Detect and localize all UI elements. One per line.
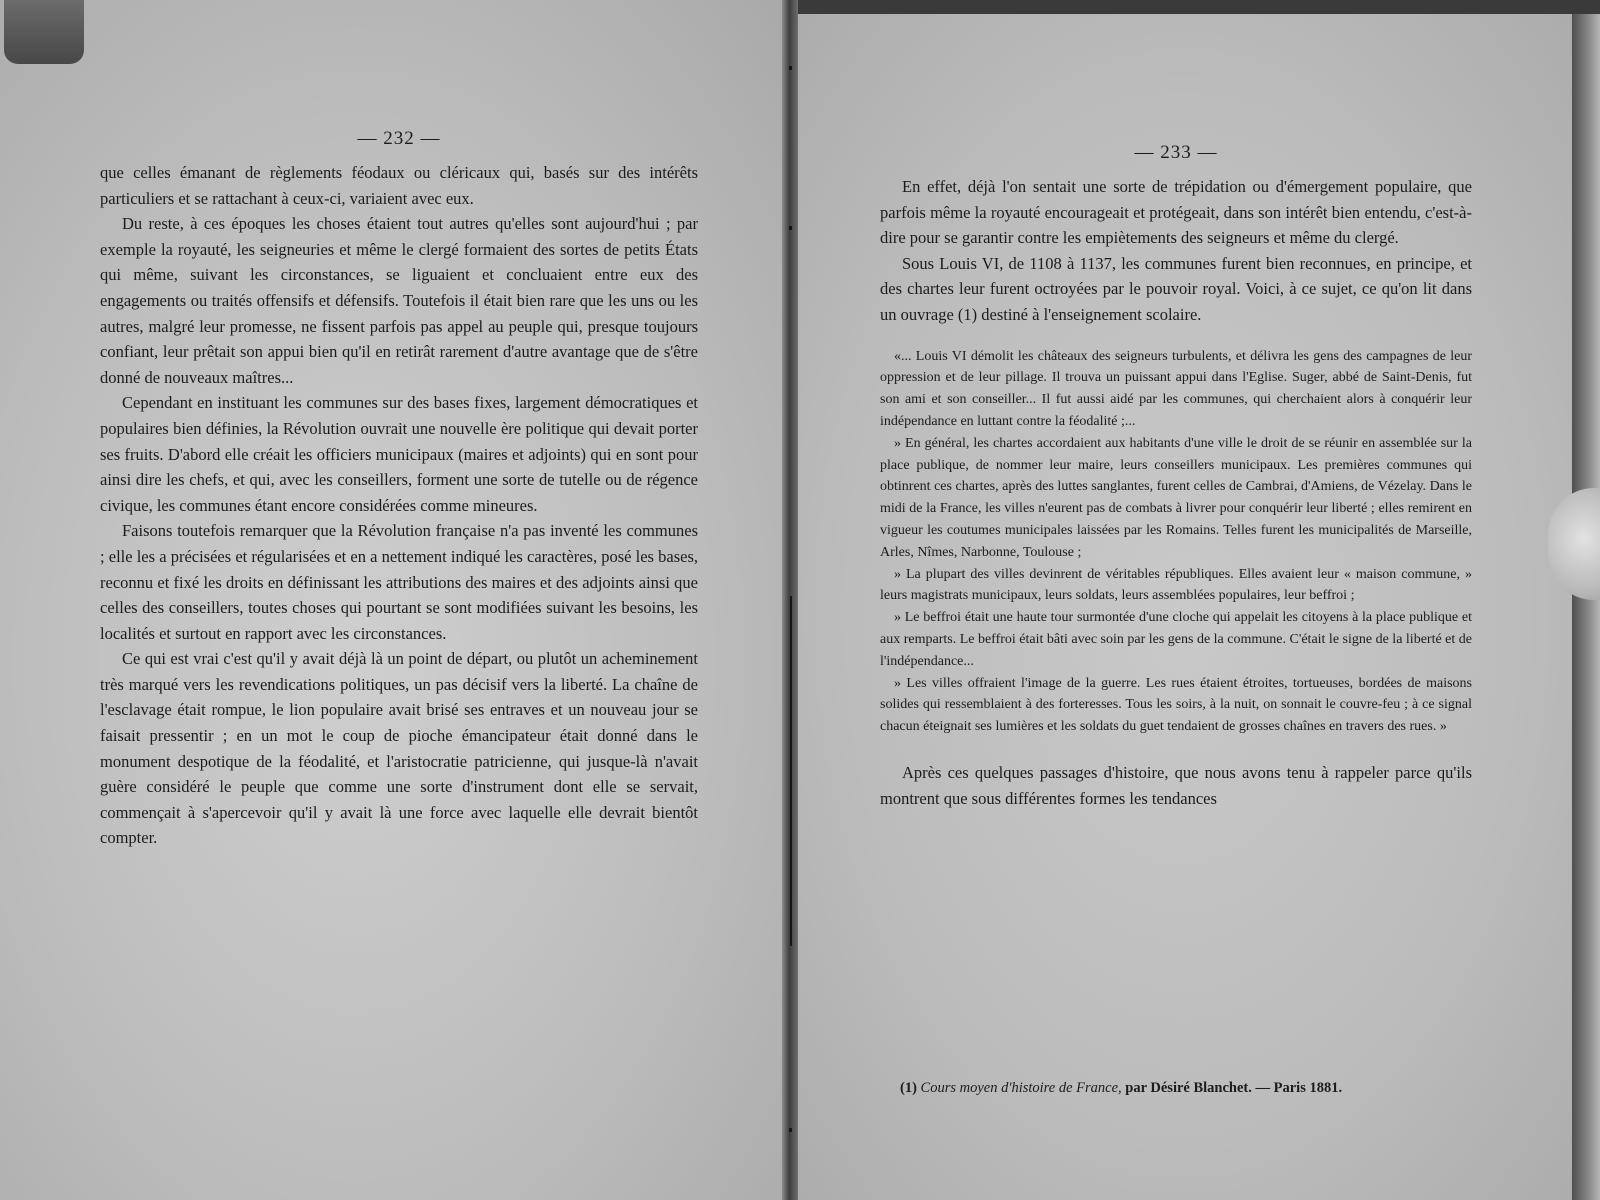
right-paragraph-1: En effet, déjà l'on sentait une sorte de trépidation ou d'émergement populaire, que parfois même la royauté encourageait et protégeait, dans son intérêt bien entendu, c'est-à-dire pour se garantir contre les empiètements des seigneurs et même du clergé.	[880, 177, 1472, 248]
left-paragraph-3: Cependant en instituant les communes sur des bases fixes, largement démocratiques et populaires bien définies, la Révolution ouvrait une nouvelle ère politique qui devait porter ses fruits. D'abord elle créait les officiers municipaux (maires et adjoints) qui en sont pour ainsi dire les chefs, et qui, avec les conseillers, forment une sorte de tutelle ou de régence civique, les communes étant encore considérées comme mineures.	[100, 393, 698, 515]
quotation-block	[880, 346, 1472, 738]
quote-paragraph-1: «... Louis VI démolit les châteaux des seigneurs turbulents, et délivra les gens des campagnes de leur oppression et de leur pillage. Il trouva un puissant appui dans l'Eglise. Suger, abbé de Saint-Denis, fut son ami et son conseiller... Il fut aussi aidé par les communes, qui cherchaient alors à conquérir leur indépendance en luttant contre la féodalité ;...	[880, 348, 1472, 429]
footnote	[900, 1080, 1342, 1097]
quote-paragraph-2: » En général, les chartes accordaient aux habitants d'une ville le droit de se réunir en assemblée sur la place publique, de nommer leur maire, leurs conseillers municipaux. Les premières communes qui obtinrent ces chartes, après des luttes sanglantes, furent celles de Cambrai, d'Amiens, de Vézelay. Dans le midi de la France, les villes n'eurent pas de combats à livrer pour conquérir leur liberté ; elles remirent en vigueur les coutumes municipales laissées par les Romains. Telles furent les municipalités de Marseille, Arles, Nîmes, Narbonne, Toulouse ;	[880, 435, 1472, 560]
left-paragraph-2: Du reste, à ces époques les choses étaient tout autres qu'elles sont aujourd'hui ; par exemple la royauté, les seigneuries et même le clergé formaient des sortes de petits États qui même, suivant les circonstances, se liguaient et concluaient entre eux des engagements ou traités offensifs et défensifs. Toutefois il était bien rare que les uns ou les autres, malgré leur promesse, ne fissent parfois pas appel au peuple qui, presque toujours confiant, leur prêtait son appui bien qu'il en retirât rarement d'autre avantage que de s'être donné de nouveaux maîtres...	[100, 214, 698, 387]
quote-paragraph-4: » Le beffroi était une haute tour surmontée d'une cloche qui appelait les citoyens à la place publique et aux remparts. Le beffroi était bâti avec soin par les gens de la commune. C'était le signe de la liberté et de l'indépendance...	[880, 610, 1472, 669]
right-paragraph-2: Sous Louis VI, de 1108 à 1137, les communes furent bien reconnues, en principe, et des chartes leur furent octroyées par le pouvoir royal. Voici, à ce sujet, ce qu'on lit dans un ouvrage (1) destiné à l'enseignement scolaire.	[880, 253, 1472, 324]
binding-stitch	[789, 226, 792, 230]
left-paragraph-4: Faisons toutefois remarquer que la Révolution française n'a pas inventé les communes ; elle les a précisées et régularisées et en a nettement indiqué les caractères, posé les bases, reconnu et fixé les droits en définissant les attributions des maires et des adjoints ainsi que celles des conseillers, toutes choses qui pourtant se sont modifiées suivant les besoins, les localités et surtout en rapport avec les circonstances.	[100, 521, 698, 643]
left-paragraph-1: que celles émanant de règlements féodaux ou cléricaux qui, basés sur des intérêts particuliers et se rattachant à ceux-ci, variaient avec eux.	[100, 163, 698, 208]
book-cover-edge	[1572, 14, 1600, 1200]
binder-clip	[4, 0, 84, 64]
footnote-citation: par Désiré Blanchet. — Paris 1881.	[1125, 1080, 1343, 1096]
footnote-marker: (1)	[900, 1080, 917, 1096]
quote-paragraph-3: » La plupart des villes devinrent de véritables républiques. Elles avaient leur « maison commune, » leurs magistrats municipaux, leurs soldats, leurs assemblées populaires, leur beffroi ;	[880, 566, 1472, 604]
binding-stitch	[789, 66, 792, 70]
left-page	[0, 0, 790, 1200]
left-paragraph-5: Ce qui est vrai c'est qu'il y avait déjà là un point de départ, ou plutôt un acheminement très marqué vers les revendications politiques, un pas décisif vers la liberté. La chaîne de l'esclavage était rompue, le lion populaire avait brisé ses entraves et un nouveau jour se faisait pressentir ; en un mot le coup de pioche émancipateur était donné dans le monument despotique de la féodalité, et l'aristocratie patricienne, qui jusque-là n'avait guère considéré le peuple que comme une sorte d'instrument dont elle se servait, commençait à s'apercevoir qu'il y avait là une force avec laquelle elle devrait bientôt compter.	[100, 649, 698, 848]
binding-stitch	[789, 1128, 792, 1132]
right-page	[792, 14, 1572, 1200]
binding-thread	[790, 596, 792, 946]
page-number-232: — 232 —	[357, 128, 441, 149]
footnote-title: Cours moyen d'histoire de France,	[920, 1080, 1122, 1096]
right-paragraph-3: Après ces quelques passages d'histoire, que nous avons tenu à rappeler parce qu'ils montrent que sous différentes formes les tendances	[880, 762, 1472, 808]
quote-paragraph-5: » Les villes offraient l'image de la guerre. Les rues étaient étroites, tortueuses, bordées de maisons solides qui ressemblaient à des forteresses. Tous les soirs, à la nuit, on sonnait le couvre-feu ; à ce signal chacun éteignait ses lumières et les soldats du guet tendaient de grosses chaînes en travers des rues. »	[880, 675, 1472, 735]
page-number-233: — 233 —	[1134, 142, 1218, 163]
